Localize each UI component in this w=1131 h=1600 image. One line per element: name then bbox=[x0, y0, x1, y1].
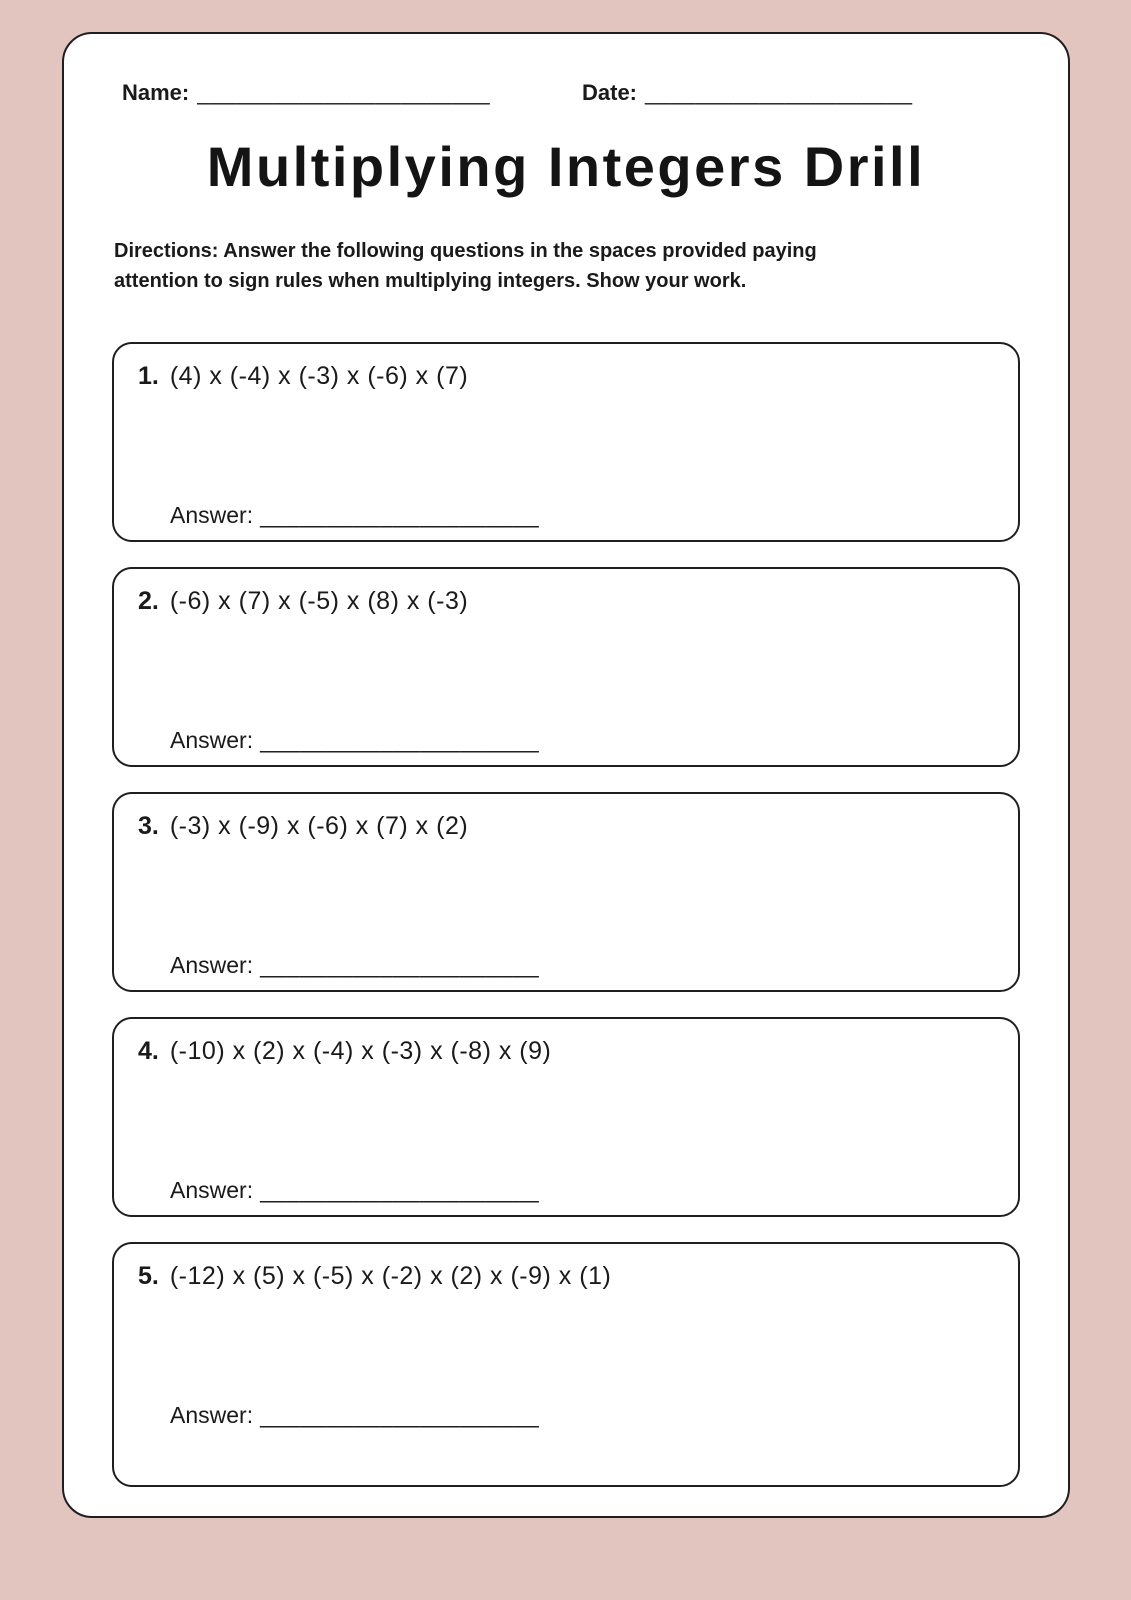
answer-row bbox=[170, 727, 539, 754]
question-line bbox=[138, 585, 998, 617]
question-box-5 bbox=[112, 1242, 1020, 1487]
question-line bbox=[138, 810, 998, 842]
answer-label: Answer: bbox=[170, 1402, 254, 1428]
question-number: 2. bbox=[138, 587, 159, 615]
date-field bbox=[582, 80, 912, 106]
answer-label: Answer: bbox=[170, 1177, 254, 1203]
answer-label: Answer: bbox=[170, 952, 254, 978]
question-number: 5. bbox=[138, 1262, 159, 1290]
answer-label: Answer: bbox=[170, 727, 254, 753]
answer-blank-line: _____________________ bbox=[260, 952, 540, 978]
name-label: Name: bbox=[122, 80, 190, 105]
question-expression: (-12) x (5) x (-5) x (-2) x (2) x (-9) x (1) bbox=[169, 1262, 612, 1290]
answer-row bbox=[170, 1402, 539, 1429]
date-label: Date: bbox=[582, 80, 638, 105]
name-blank-line: _______________________ bbox=[197, 80, 491, 105]
question-box-2 bbox=[112, 567, 1020, 767]
question-number: 3. bbox=[138, 812, 159, 840]
answer-blank-line: _____________________ bbox=[260, 727, 540, 753]
answer-label: Answer: bbox=[170, 502, 254, 528]
directions bbox=[114, 236, 1020, 296]
question-expression: (-10) x (2) x (-4) x (-3) x (-8) x (9) bbox=[169, 1037, 552, 1065]
date-blank-line: _____________________ bbox=[645, 80, 913, 105]
answer-blank-line: _____________________ bbox=[260, 1402, 540, 1428]
question-number: 1. bbox=[138, 362, 159, 390]
question-number: 4. bbox=[138, 1037, 159, 1065]
question-expression: (-6) x (7) x (-5) x (8) x (-3) bbox=[169, 587, 469, 615]
question-box-4 bbox=[112, 1017, 1020, 1217]
question-expression: (-3) x (-9) x (-6) x (7) x (2) bbox=[169, 812, 469, 840]
answer-blank-line: _____________________ bbox=[260, 1177, 540, 1203]
question-line bbox=[138, 1260, 998, 1292]
worksheet-card bbox=[62, 32, 1070, 1518]
question-expression: (4) x (-4) x (-3) x (-6) x (7) bbox=[169, 362, 469, 390]
directions-line-1: Directions: Answer the following questions in the spaces provided paying bbox=[114, 240, 817, 262]
directions-line-2: attention to sign rules when multiplying integers. Show your work. bbox=[114, 270, 747, 292]
answer-row bbox=[170, 1177, 539, 1204]
name-field bbox=[122, 80, 582, 106]
answer-row bbox=[170, 952, 539, 979]
question-box-1 bbox=[112, 342, 1020, 542]
worksheet-title: Multiplying Integers Drill bbox=[206, 135, 926, 198]
answer-row bbox=[170, 502, 539, 529]
answer-blank-line: _____________________ bbox=[260, 502, 540, 528]
question-box-3 bbox=[112, 792, 1020, 992]
question-line bbox=[138, 1035, 998, 1067]
header-row bbox=[122, 34, 1020, 106]
question-line bbox=[138, 360, 998, 392]
